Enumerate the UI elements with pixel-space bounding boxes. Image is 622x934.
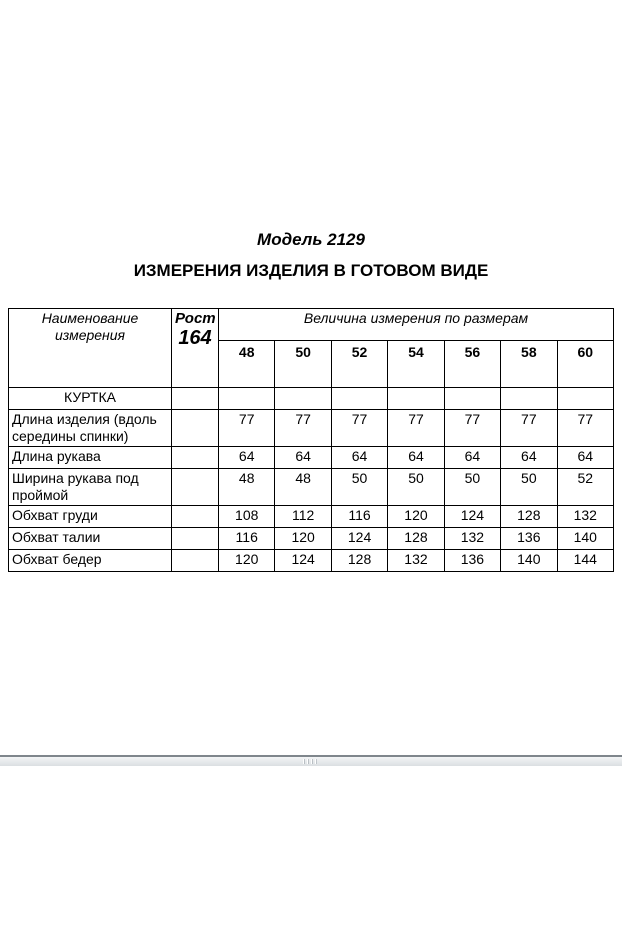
- row-label: Обхват бедер: [9, 550, 172, 572]
- empty-cell: [172, 388, 219, 410]
- table-row: [9, 469, 614, 506]
- value-cell: 120: [388, 506, 444, 528]
- row-label: Обхват груди: [9, 506, 172, 528]
- header-row-top: [9, 309, 614, 341]
- value-cell: 124: [331, 528, 387, 550]
- empty-cell: [172, 410, 219, 447]
- value-cell: 77: [331, 410, 387, 447]
- size-column-header: 48: [219, 341, 275, 388]
- value-cell: 48: [219, 469, 275, 506]
- size-column-header: 52: [331, 341, 387, 388]
- value-cell: 140: [501, 550, 557, 572]
- value-cell: 120: [219, 550, 275, 572]
- measurements-table: [8, 308, 614, 572]
- row-label: Длина рукава: [9, 447, 172, 469]
- splitter-grip-icon[interactable]: [303, 759, 317, 764]
- table-row: [9, 410, 614, 447]
- size-column-header: 58: [501, 341, 557, 388]
- splitter-bar[interactable]: [0, 755, 622, 766]
- table-row: [9, 528, 614, 550]
- value-cell: 108: [219, 506, 275, 528]
- page-subtitle: ИЗМЕРЕНИЯ ИЗДЕЛИЯ В ГОТОВОМ ВИДЕ: [133, 261, 489, 280]
- value-cell: 64: [501, 447, 557, 469]
- page-title: Модель 2129: [257, 230, 365, 249]
- value-cell: 132: [557, 506, 613, 528]
- value-cell: 77: [557, 410, 613, 447]
- empty-cell: [331, 388, 387, 410]
- table-row: [9, 550, 614, 572]
- value-cell: 132: [444, 528, 500, 550]
- height-value: 164: [178, 327, 212, 349]
- size-column-header: 50: [275, 341, 331, 388]
- value-cell: 77: [388, 410, 444, 447]
- value-cell: 128: [331, 550, 387, 572]
- empty-cell: [501, 388, 557, 410]
- value-cell: 52: [557, 469, 613, 506]
- value-cell: 77: [219, 410, 275, 447]
- value-cell: 132: [388, 550, 444, 572]
- section-label: КУРТКА: [9, 388, 172, 410]
- empty-cell: [444, 388, 500, 410]
- column-header-sizes-group: Величина измерения по размерам: [219, 309, 614, 341]
- value-cell: 124: [444, 506, 500, 528]
- size-column-header: 60: [557, 341, 613, 388]
- value-cell: 64: [331, 447, 387, 469]
- value-cell: 64: [444, 447, 500, 469]
- empty-cell: [275, 388, 331, 410]
- value-cell: 48: [275, 469, 331, 506]
- table-row: [9, 506, 614, 528]
- value-cell: 128: [501, 506, 557, 528]
- empty-cell: [172, 506, 219, 528]
- value-cell: 77: [275, 410, 331, 447]
- value-cell: 77: [501, 410, 557, 447]
- value-cell: 116: [331, 506, 387, 528]
- value-cell: 124: [275, 550, 331, 572]
- value-cell: 136: [444, 550, 500, 572]
- empty-cell: [172, 447, 219, 469]
- value-cell: 50: [444, 469, 500, 506]
- empty-cell: [557, 388, 613, 410]
- empty-cell: [219, 388, 275, 410]
- value-cell: 64: [388, 447, 444, 469]
- value-cell: 50: [388, 469, 444, 506]
- column-header-height: [172, 309, 219, 388]
- row-label: Длина изделия (вдоль середины спинки): [9, 410, 172, 447]
- value-cell: 64: [275, 447, 331, 469]
- empty-cell: [172, 469, 219, 506]
- size-column-header: 56: [444, 341, 500, 388]
- column-header-name: Наименование измерения: [9, 309, 172, 388]
- empty-cell: [172, 528, 219, 550]
- value-cell: 140: [557, 528, 613, 550]
- value-cell: 50: [331, 469, 387, 506]
- empty-cell: [172, 550, 219, 572]
- value-cell: 112: [275, 506, 331, 528]
- value-cell: 128: [388, 528, 444, 550]
- value-cell: 64: [557, 447, 613, 469]
- height-label: Рост: [175, 310, 216, 327]
- value-cell: 77: [444, 410, 500, 447]
- value-cell: 50: [501, 469, 557, 506]
- value-cell: 116: [219, 528, 275, 550]
- value-cell: 64: [219, 447, 275, 469]
- value-cell: 120: [275, 528, 331, 550]
- row-label: Обхват талии: [9, 528, 172, 550]
- size-column-header: 54: [388, 341, 444, 388]
- row-label: Ширина рукава под проймой: [9, 469, 172, 506]
- empty-cell: [388, 388, 444, 410]
- value-cell: 136: [501, 528, 557, 550]
- value-cell: 144: [557, 550, 613, 572]
- table-row: [9, 447, 614, 469]
- section-row: [9, 388, 614, 410]
